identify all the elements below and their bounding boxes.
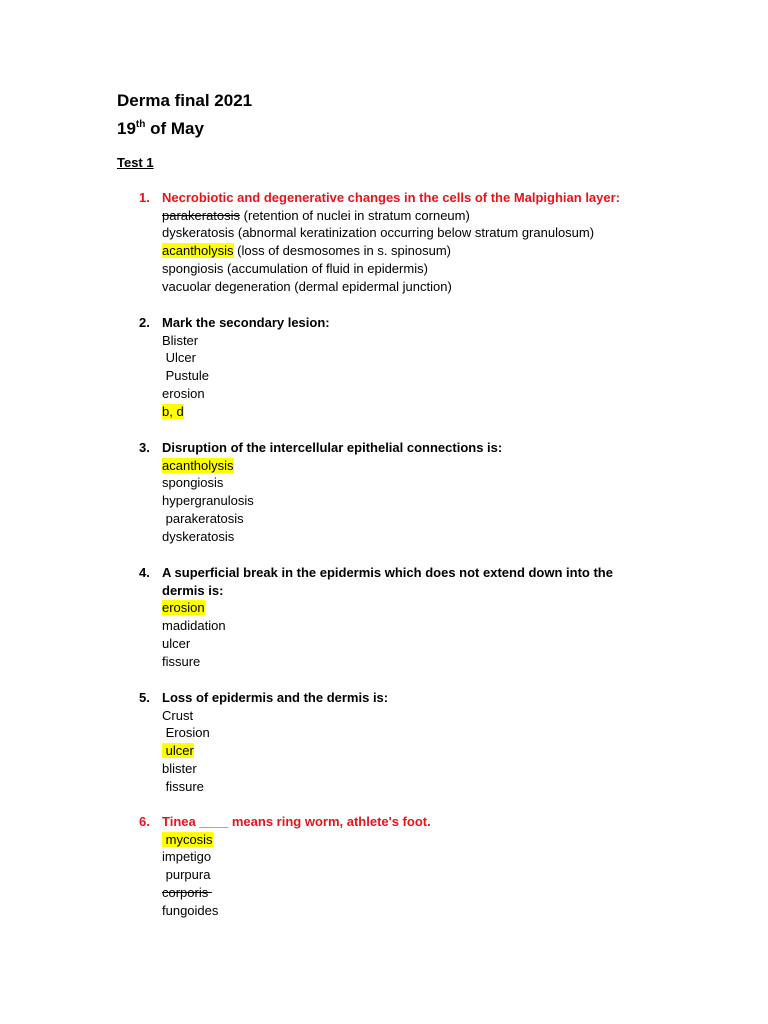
- question-2: [0, 314, 768, 420]
- option-label-highlighted: erosion: [162, 600, 205, 616]
- option-1: [162, 457, 652, 475]
- option-label: ulcer: [162, 635, 191, 651]
- option-note: (dermal epidermal junction): [290, 278, 452, 294]
- option-4: [162, 260, 652, 278]
- question-text: Mark the secondary lesion:: [162, 315, 330, 330]
- option-label: Pustule: [162, 368, 209, 384]
- question-text: Necrobiotic and degenerative changes in the cells of the Malpighian layer:: [162, 190, 621, 205]
- option-1: [162, 599, 652, 617]
- option-label: dyskeratosis: [162, 528, 235, 544]
- option-label-highlighted: acantholysis: [162, 243, 234, 259]
- option-3: [162, 492, 652, 510]
- question-3: [0, 439, 768, 545]
- option-4: [162, 760, 652, 778]
- question-4: [0, 564, 768, 670]
- option-label: fissure: [162, 653, 201, 669]
- option-label-struck: corporis: [162, 884, 212, 900]
- option-2: [162, 224, 652, 242]
- option-3: [162, 866, 652, 884]
- option-2: [162, 349, 652, 367]
- option-5: [162, 528, 652, 546]
- question-number: 1.: [139, 190, 150, 205]
- option-label: Ulcer: [162, 350, 196, 366]
- question-number: 6.: [139, 814, 150, 829]
- option-5: [162, 403, 652, 421]
- option-label: purpura: [162, 867, 211, 883]
- option-3: [162, 635, 652, 653]
- question-text: Loss of epidermis and the dermis is:: [162, 690, 389, 705]
- option-2: [162, 474, 652, 492]
- option-label: blister: [162, 760, 197, 776]
- date-ordinal: th: [135, 119, 146, 130]
- option-note: (loss of desmosomes in s. spinosum): [233, 243, 452, 259]
- question-number: 5.: [139, 690, 150, 705]
- option-label-highlighted: acantholysis: [162, 457, 234, 473]
- option-1: [162, 332, 652, 350]
- option-label: Erosion: [162, 725, 210, 741]
- question-number: 3.: [139, 440, 150, 455]
- question-text: Tinea ____ means ring worm, athlete's foot.: [162, 814, 431, 829]
- option-label: parakeratosis: [162, 510, 244, 526]
- option-label-highlighted: ulcer: [162, 743, 194, 759]
- option-5: [162, 778, 652, 796]
- option-4: [162, 385, 652, 403]
- option-5: [162, 278, 652, 296]
- option-label: madidation: [162, 618, 226, 634]
- option-1: [162, 831, 652, 849]
- option-label: erosion: [162, 385, 205, 401]
- option-2: [162, 724, 652, 742]
- option-label: fissure: [162, 778, 204, 794]
- option-1: [162, 207, 652, 225]
- option-label: fungoides: [162, 902, 219, 918]
- question-5: [0, 689, 768, 795]
- date-month: of May: [145, 119, 204, 138]
- option-label: spongiosis: [162, 475, 224, 491]
- option-label: impetigo: [162, 849, 212, 865]
- option-label: parakeratosis: [162, 207, 241, 223]
- question-text: A superficial break in the epidermis which does not extend down into the dermis is:: [162, 565, 613, 598]
- option-4: [162, 510, 652, 528]
- option-label: dyskeratosis: [162, 225, 235, 241]
- option-4: [162, 884, 652, 902]
- question-number: 2.: [139, 315, 150, 330]
- question-number: 4.: [139, 565, 150, 580]
- option-label: Crust: [162, 707, 194, 723]
- option-1: [162, 707, 652, 725]
- option-4: [162, 653, 652, 671]
- option-label: spongiosis: [162, 260, 224, 276]
- option-label: vacuolar degeneration: [162, 278, 291, 294]
- question-1: [0, 189, 768, 295]
- document-date: [117, 114, 204, 140]
- option-5: [162, 902, 652, 920]
- test-label: Test 1: [117, 155, 154, 170]
- option-note: (accumulation of fluid in epidermis): [223, 260, 428, 276]
- date-day: 19: [117, 119, 136, 138]
- document-title: Derma final 2021: [117, 91, 253, 110]
- question-text: Disruption of the intercellular epithelial connections is:: [162, 440, 503, 455]
- option-2: [162, 848, 652, 866]
- question-6: [0, 813, 768, 919]
- option-3: [162, 367, 652, 385]
- option-3: [162, 242, 652, 260]
- option-note: (abnormal keratinization occurring below stratum granulosum): [234, 225, 595, 241]
- option-label-highlighted: mycosis: [162, 831, 213, 847]
- option-2: [162, 617, 652, 635]
- option-label-highlighted: b, d: [162, 403, 184, 419]
- option-label: hypergranulosis: [162, 493, 254, 509]
- option-label: Blister: [162, 332, 199, 348]
- option-note: (retention of nuclei in stratum corneum): [240, 207, 470, 223]
- option-3: [162, 742, 652, 760]
